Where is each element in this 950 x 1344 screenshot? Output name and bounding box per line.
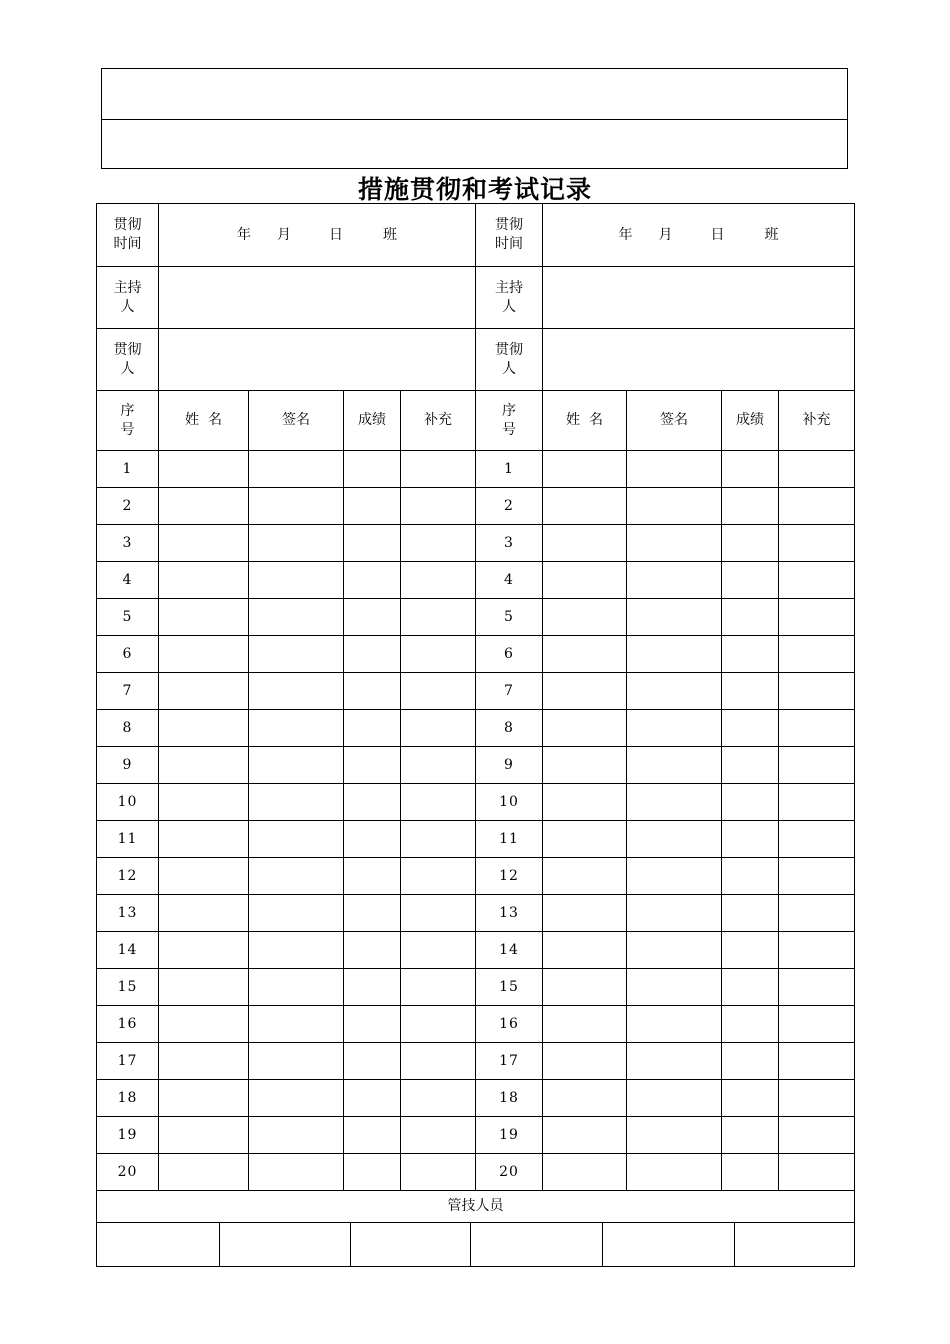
cell-score-left[interactable] [344,673,401,710]
cell-score-left[interactable] [344,599,401,636]
cell-score-left[interactable] [344,858,401,895]
time-label-left: 贯彻 时间 [97,204,159,267]
cell-supplement-left[interactable] [401,1043,476,1080]
row-number-right: 6 [476,636,543,673]
cell-supplement-right[interactable] [779,1154,855,1191]
cell-signature-right[interactable] [627,1080,722,1117]
row-number-left: 6 [97,636,159,673]
cell-score-left[interactable] [344,821,401,858]
row-number-right: 4 [476,562,543,599]
cell-name-left[interactable] [159,673,249,710]
cell-signature-left[interactable] [249,1154,344,1191]
cell-signature-right[interactable] [627,932,722,969]
staff-cell[interactable] [220,1223,351,1267]
col-score-right: 成绩 [722,391,779,451]
cell-signature-left[interactable] [249,488,344,525]
row-number-left: 1 [97,451,159,488]
table-row [97,1117,855,1154]
cell-score-right[interactable] [722,1117,779,1154]
cell-signature-left[interactable] [249,1117,344,1154]
row-number-left: 4 [97,562,159,599]
cell-score-right[interactable] [722,858,779,895]
cell-supplement-right[interactable] [779,784,855,821]
table-row [97,858,855,895]
table-row [97,895,855,932]
cell-name-right[interactable] [543,858,627,895]
row-number-right: 3 [476,525,543,562]
time-value-left[interactable]: 年 月 日 班 [159,204,476,267]
cell-score-right[interactable] [722,636,779,673]
cell-supplement-right[interactable] [779,673,855,710]
cell-name-left[interactable] [159,636,249,673]
cell-supplement-left[interactable] [401,969,476,1006]
cell-name-left[interactable] [159,1117,249,1154]
col-name-left: 姓 名 [159,391,249,451]
cell-supplement-left[interactable] [401,562,476,599]
cell-signature-right[interactable] [627,858,722,895]
cell-score-left[interactable] [344,636,401,673]
cell-name-right[interactable] [543,821,627,858]
col-supplement-left: 补充 [401,391,476,451]
table-row [97,1154,855,1191]
cell-supplement-right[interactable] [779,1006,855,1043]
cell-signature-right[interactable] [627,747,722,784]
cell-score-right[interactable] [722,1080,779,1117]
cell-supplement-left[interactable] [401,747,476,784]
row-number-left: 13 [97,895,159,932]
cell-signature-left[interactable] [249,895,344,932]
cell-signature-left[interactable] [249,636,344,673]
cell-score-right[interactable] [722,599,779,636]
time-value-right[interactable]: 年 月 日 班 [543,204,855,267]
staff-cell[interactable] [603,1223,735,1267]
table-row [97,784,855,821]
cell-supplement-right[interactable] [779,821,855,858]
cell-signature-right[interactable] [627,784,722,821]
cell-supplement-right[interactable] [779,488,855,525]
cell-signature-left[interactable] [249,451,344,488]
staff-table [96,1222,855,1267]
staff-label: 管技人员 [97,1191,855,1223]
row-number-left: 14 [97,932,159,969]
cell-score-right[interactable] [722,821,779,858]
cell-score-right[interactable] [722,969,779,1006]
cell-name-right[interactable] [543,488,627,525]
cell-score-right[interactable] [722,710,779,747]
cell-signature-right[interactable] [627,710,722,747]
cell-supplement-right[interactable] [779,599,855,636]
cell-score-left[interactable] [344,1117,401,1154]
table-row [97,451,855,488]
cell-supplement-left[interactable] [401,1080,476,1117]
cell-name-left[interactable] [159,784,249,821]
cell-name-right[interactable] [543,969,627,1006]
row-number-right: 5 [476,599,543,636]
implementer-value-right[interactable] [543,329,855,391]
cell-score-right[interactable] [722,784,779,821]
cell-signature-left[interactable] [249,1006,344,1043]
row-number-left: 20 [97,1154,159,1191]
cell-supplement-left[interactable] [401,710,476,747]
cell-score-left[interactable] [344,1006,401,1043]
cell-signature-left[interactable] [249,562,344,599]
cell-name-left[interactable] [159,1080,249,1117]
table-row [97,1080,855,1117]
table-row [97,636,855,673]
cell-signature-right[interactable] [627,562,722,599]
row-number-right: 8 [476,710,543,747]
cell-name-left[interactable] [159,599,249,636]
cell-name-right[interactable] [543,636,627,673]
row-number-left: 17 [97,1043,159,1080]
row-number-right: 9 [476,747,543,784]
cell-name-right[interactable] [543,747,627,784]
cell-supplement-left[interactable] [401,1154,476,1191]
cell-name-right[interactable] [543,562,627,599]
cell-name-right[interactable] [543,1043,627,1080]
row-number-right: 12 [476,858,543,895]
cell-score-left[interactable] [344,969,401,1006]
top-blank-box [101,68,848,169]
row-number-left: 15 [97,969,159,1006]
row-number-right: 14 [476,932,543,969]
row-number-right: 7 [476,673,543,710]
cell-name-right[interactable] [543,1006,627,1043]
cell-signature-left[interactable] [249,1080,344,1117]
col-seq-left: 序 号 [97,391,159,451]
cell-name-left[interactable] [159,1006,249,1043]
cell-score-left[interactable] [344,525,401,562]
cell-signature-right[interactable] [627,673,722,710]
table-row [97,969,855,1006]
implementer-label-right: 贯彻 人 [476,329,543,391]
cell-name-left[interactable] [159,932,249,969]
host-label-left: 主持 人 [97,267,159,329]
cell-supplement-left[interactable] [401,599,476,636]
cell-supplement-left[interactable] [401,636,476,673]
cell-signature-left[interactable] [249,525,344,562]
col-seq-right: 序 号 [476,391,543,451]
cell-name-right[interactable] [543,1080,627,1117]
cell-signature-right[interactable] [627,599,722,636]
cell-supplement-right[interactable] [779,895,855,932]
cell-signature-left[interactable] [249,710,344,747]
col-name-right: 姓 名 [543,391,627,451]
host-value-right[interactable] [543,267,855,329]
cell-name-right[interactable] [543,599,627,636]
cell-signature-right[interactable] [627,488,722,525]
cell-score-right[interactable] [722,1043,779,1080]
cell-name-left[interactable] [159,895,249,932]
cell-name-left[interactable] [159,969,249,1006]
cell-supplement-right[interactable] [779,858,855,895]
table-row [97,525,855,562]
cell-score-left[interactable] [344,932,401,969]
table-row [97,488,855,525]
row-number-right: 16 [476,1006,543,1043]
cell-score-left[interactable] [344,1043,401,1080]
col-signature-left: 签名 [249,391,344,451]
cell-signature-right[interactable] [627,636,722,673]
cell-signature-right[interactable] [627,1043,722,1080]
cell-supplement-left[interactable] [401,525,476,562]
cell-signature-left[interactable] [249,747,344,784]
host-label-right: 主持 人 [476,267,543,329]
cell-supplement-right[interactable] [779,562,855,599]
cell-supplement-right[interactable] [779,932,855,969]
row-number-left: 7 [97,673,159,710]
table-row [97,562,855,599]
col-score-left: 成绩 [344,391,401,451]
implementer-value-left[interactable] [159,329,476,391]
staff-cell[interactable] [735,1223,855,1267]
cell-supplement-left[interactable] [401,1117,476,1154]
row-number-left: 2 [97,488,159,525]
col-supplement-right: 补充 [779,391,855,451]
cell-name-left[interactable] [159,710,249,747]
cell-name-right[interactable] [543,1154,627,1191]
cell-score-left[interactable] [344,562,401,599]
cell-supplement-left[interactable] [401,932,476,969]
cell-score-left[interactable] [344,488,401,525]
row-number-left: 12 [97,858,159,895]
cell-score-left[interactable] [344,1154,401,1191]
cell-supplement-right[interactable] [779,636,855,673]
cell-signature-right[interactable] [627,821,722,858]
cell-signature-left[interactable] [249,821,344,858]
cell-name-left[interactable] [159,451,249,488]
cell-signature-left[interactable] [249,1043,344,1080]
cell-name-left[interactable] [159,858,249,895]
cell-signature-left[interactable] [249,599,344,636]
cell-score-left[interactable] [344,895,401,932]
cell-signature-right[interactable] [627,1117,722,1154]
staff-cell[interactable] [351,1223,471,1267]
cell-signature-right[interactable] [627,1154,722,1191]
table-row [97,599,855,636]
row-number-right: 13 [476,895,543,932]
cell-supplement-right[interactable] [779,451,855,488]
table-row [97,932,855,969]
cell-signature-left[interactable] [249,858,344,895]
cell-score-right[interactable] [722,525,779,562]
cell-supplement-left[interactable] [401,784,476,821]
row-number-right: 1 [476,451,543,488]
cell-score-left[interactable] [344,1080,401,1117]
row-number-left: 8 [97,710,159,747]
cell-supplement-left[interactable] [401,1006,476,1043]
record-table [96,203,855,1223]
cell-signature-right[interactable] [627,1006,722,1043]
row-number-left: 9 [97,747,159,784]
cell-score-right[interactable] [722,932,779,969]
cell-score-right[interactable] [722,895,779,932]
cell-name-right[interactable] [543,451,627,488]
row-number-left: 19 [97,1117,159,1154]
cell-supplement-right[interactable] [779,1043,855,1080]
cell-score-left[interactable] [344,784,401,821]
row-number-left: 3 [97,525,159,562]
cell-signature-left[interactable] [249,932,344,969]
cell-name-right[interactable] [543,673,627,710]
cell-name-right[interactable] [543,710,627,747]
cell-supplement-left[interactable] [401,451,476,488]
cell-name-right[interactable] [543,895,627,932]
col-signature-right: 签名 [627,391,722,451]
row-number-left: 5 [97,599,159,636]
staff-cell[interactable] [471,1223,603,1267]
table-row [97,710,855,747]
cell-name-right[interactable] [543,784,627,821]
cell-name-right[interactable] [543,525,627,562]
top-box-divider [102,119,847,120]
cell-signature-left[interactable] [249,673,344,710]
cell-name-left[interactable] [159,562,249,599]
cell-score-left[interactable] [344,747,401,784]
row-number-right: 11 [476,821,543,858]
cell-score-right[interactable] [722,488,779,525]
table-row [97,821,855,858]
cell-supplement-left[interactable] [401,821,476,858]
cell-signature-left[interactable] [249,784,344,821]
cell-name-right[interactable] [543,1117,627,1154]
cell-score-right[interactable] [722,451,779,488]
cell-name-left[interactable] [159,525,249,562]
cell-signature-right[interactable] [627,525,722,562]
host-value-left[interactable] [159,267,476,329]
cell-supplement-left[interactable] [401,673,476,710]
row-number-right: 17 [476,1043,543,1080]
row-number-right: 19 [476,1117,543,1154]
table-row [97,673,855,710]
cell-signature-right[interactable] [627,895,722,932]
cell-score-right[interactable] [722,1154,779,1191]
cell-score-right[interactable] [722,747,779,784]
row-number-right: 20 [476,1154,543,1191]
document-title: 措施贯彻和考试记录 [357,175,592,204]
table-row [97,1006,855,1043]
cell-name-left[interactable] [159,1043,249,1080]
time-label-right: 贯彻 时间 [476,204,543,267]
staff-cell[interactable] [97,1223,220,1267]
table-row [97,1043,855,1080]
cell-name-left[interactable] [159,1154,249,1191]
implementer-label-left: 贯彻 人 [97,329,159,391]
cell-signature-left[interactable] [249,969,344,1006]
cell-supplement-right[interactable] [779,969,855,1006]
cell-supplement-right[interactable] [779,710,855,747]
cell-supplement-right[interactable] [779,525,855,562]
cell-supplement-left[interactable] [401,488,476,525]
cell-name-right[interactable] [543,932,627,969]
row-number-left: 11 [97,821,159,858]
cell-supplement-right[interactable] [779,1080,855,1117]
row-number-right: 18 [476,1080,543,1117]
row-number-left: 16 [97,1006,159,1043]
cell-score-left[interactable] [344,451,401,488]
row-number-right: 10 [476,784,543,821]
row-number-right: 2 [476,488,543,525]
table-row [97,747,855,784]
cell-supplement-left[interactable] [401,895,476,932]
cell-supplement-left[interactable] [401,858,476,895]
cell-name-left[interactable] [159,488,249,525]
cell-score-right[interactable] [722,1006,779,1043]
row-number-left: 18 [97,1080,159,1117]
cell-name-left[interactable] [159,821,249,858]
row-number-left: 10 [97,784,159,821]
cell-supplement-right[interactable] [779,1117,855,1154]
cell-supplement-right[interactable] [779,747,855,784]
cell-score-right[interactable] [722,562,779,599]
cell-score-right[interactable] [722,673,779,710]
cell-name-left[interactable] [159,747,249,784]
cell-score-left[interactable] [344,710,401,747]
cell-signature-right[interactable] [627,451,722,488]
row-number-right: 15 [476,969,543,1006]
cell-signature-right[interactable] [627,969,722,1006]
